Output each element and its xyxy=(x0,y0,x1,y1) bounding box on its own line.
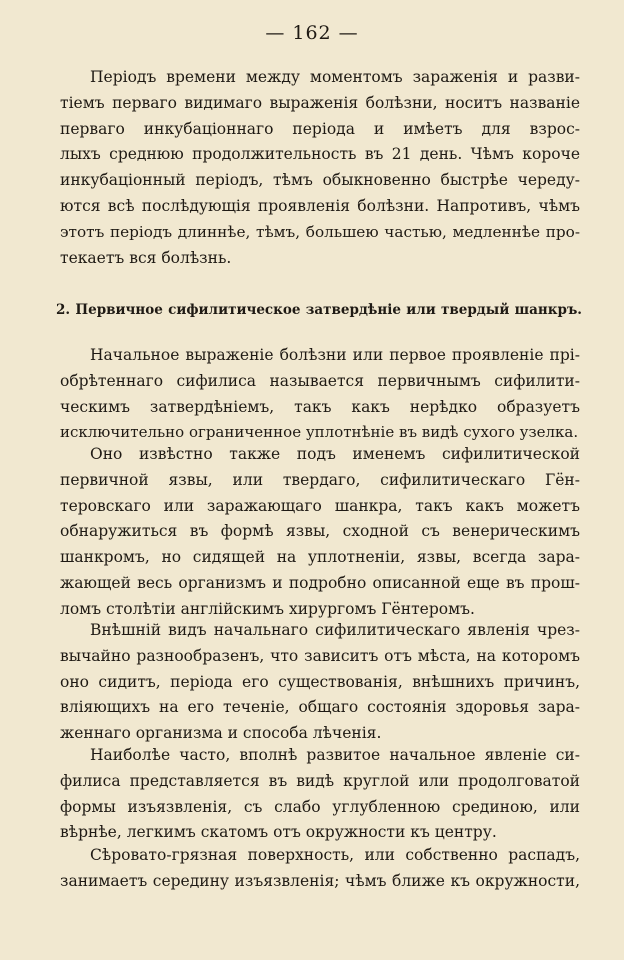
paragraph-4 xyxy=(60,743,580,846)
text-line: перваго инкубаціоннаго періода и имѣетъ для взрос- xyxy=(60,119,580,138)
text-line: тіемъ перваго видимаго выраженія болѣзни, носитъ названіе xyxy=(60,93,580,112)
text-line: Періодъ времени между моментомъ зараженія и разви- xyxy=(90,68,580,86)
text-line: женнаго организма и способа лѣченія. xyxy=(60,724,382,743)
page-number: — 162 — xyxy=(265,22,359,44)
text-line: лыхъ среднюю продолжительность въ 21 день. Чѣмъ короче xyxy=(60,145,580,164)
text-line: Оно извѣстно также подъ именемъ сифилитической xyxy=(90,445,580,463)
text-line: вычайно разнообразенъ, что зависитъ отъ мѣста, на которомъ xyxy=(60,646,580,665)
section-heading: 2. Первичное сифилитическое затвердѣніе или твердый шанкръ. xyxy=(56,302,582,318)
paragraph-5 xyxy=(60,843,580,895)
text-line: обрѣтеннаго сифилиса называется первичнымъ сифилити- xyxy=(60,371,580,390)
text-line: оно сидитъ, періода его существованія, внѣшнихъ причинъ, xyxy=(60,672,580,691)
text-line: ются всѣ послѣдующія проявленія болѣзни. Напротивъ, чѣмъ xyxy=(60,196,580,215)
text-line: Сѣровато-грязная поверхность, или собственно распадъ, xyxy=(90,846,580,864)
text-line: теровскаго или заражающаго шанкра, такъ какъ можетъ xyxy=(60,496,580,515)
text-line: обнаружиться въ формѣ язвы, сходной съ венерическимъ xyxy=(60,522,580,541)
paragraph-3 xyxy=(60,618,580,747)
text-line: этотъ періодъ длиннѣе, тѣмъ, большею частью, медленнѣе про- xyxy=(60,222,580,241)
text-line: вліяющихъ на его теченіе, общаго состоянія здоровья зара- xyxy=(60,698,580,717)
text-line: формы изъязвленія, съ слабо углубленною срединою, или xyxy=(60,797,580,816)
text-line: Внѣшній видъ начальнаго сифилитическаго явленія чрез- xyxy=(90,621,580,639)
text-line: жающей весь организмъ и подробно описанной еще въ прош- xyxy=(60,573,580,592)
text-line: первичной язвы, или твердаго, сифилитическаго Гён- xyxy=(60,470,580,489)
text-line: Наиболѣе часто, вполнѣ развитое начальное явленіе си- xyxy=(90,746,580,764)
text-line: шанкромъ, но сидящей на уплотненіи, язвы, всегда зара- xyxy=(60,548,580,567)
paragraph-1 xyxy=(60,343,580,446)
text-line: ломъ столѣтіи англійскимъ хирургомъ Гёнтеромъ. xyxy=(60,599,475,618)
text-line: ческимъ затвердѣніемъ, такъ какъ нерѣдко образуетъ xyxy=(60,397,580,416)
text-line: Начальное выраженіе болѣзни или первое проявленіе прі- xyxy=(90,346,580,364)
intro-paragraph xyxy=(60,65,580,271)
text-line: текаетъ вся болѣзнь. xyxy=(60,248,232,267)
text-line: занимаетъ середину изъязвленія; чѣмъ ближе къ окружности, xyxy=(60,871,580,890)
text-line: вѣрнѣе, легкимъ скатомъ отъ окружности къ центру. xyxy=(60,823,497,842)
text-line: инкубаціонный періодъ, тѣмъ обыкновенно быстрѣе череду- xyxy=(60,171,580,190)
text-line: филиса представляется въ видѣ круглой или продолговатой xyxy=(60,771,580,790)
text-line: исключительно ограниченное уплотнѣніе въ видѣ сухого узелка. xyxy=(60,423,579,442)
paragraph-2 xyxy=(60,442,580,623)
